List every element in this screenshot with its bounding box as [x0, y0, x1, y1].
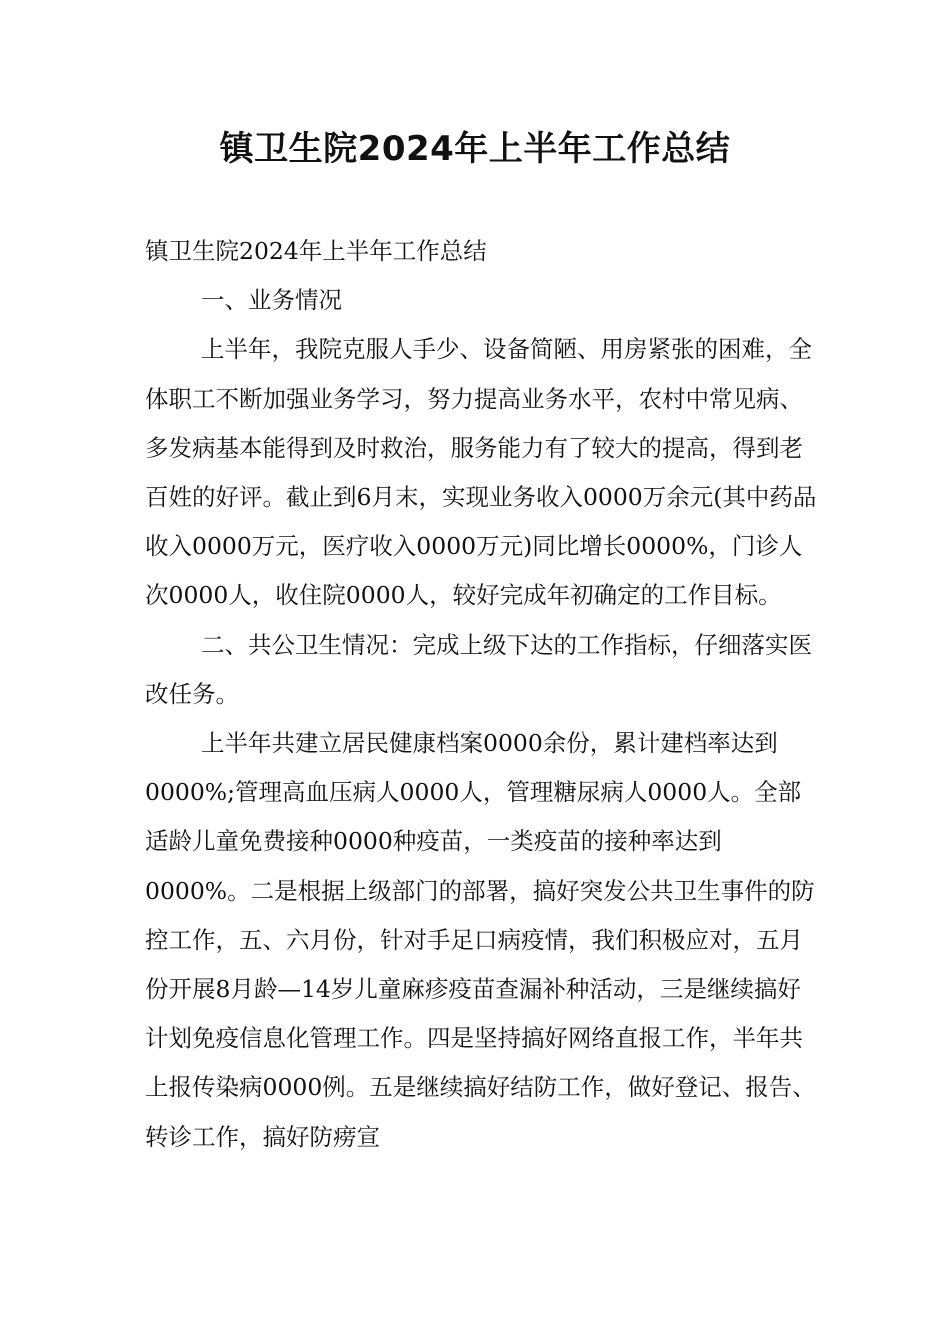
document-title: 镇卫生院2024年上半年工作总结 — [219, 129, 731, 169]
section-heading-public-health: 二、共公卫生情况：完成上级下达的工作指标，仔细落实医改任务。 — [145, 630, 812, 708]
paragraph-business: 上半年，我院克服人手少、设备简陋、用房紧张的困难，全体职工不断加强业务学习，努力提高业务水平，农村中常见病、多发病基本能得到及时救治，服务能力有了较大的提高，得到老百姓的好评。截止到6月末，实现业务收入0000万余元(其中药品收入0000万元，医疗收入0000万元)同比增长0000%，门诊人次0000人，收住院0000人，较好完成年初确定的工作目标。 — [145, 335, 817, 610]
document-body — [145, 227, 820, 1162]
paragraph-public-health: 上半年共建立居民健康档案0000余份，累计建档率达到0000%;管理高血压病人0000人，管理糖尿病人0000人。全部适龄儿童免费接种0000种疫苗，一类疫苗的接种率达到0000%。二是根据上级部门的部署，搞好突发公共卫生事件的防控工作，五、六月份，针对手足口病疫情，我们积极应对，五月份开展8月龄—14岁儿童麻疹疫苗查漏补种活动，三是继续搞好计划免疫信息化管理工作。四是坚持搞好网络直报工作，半年共上报传染病0000例。五是继续搞好结防工作，做好登记、报告、转诊工作，搞好防痨宣 — [145, 729, 816, 1151]
paragraph-subtitle: 镇卫生院2024年上半年工作总结 — [145, 237, 487, 265]
section-heading-business: 一、业务情况 — [201, 286, 342, 315]
